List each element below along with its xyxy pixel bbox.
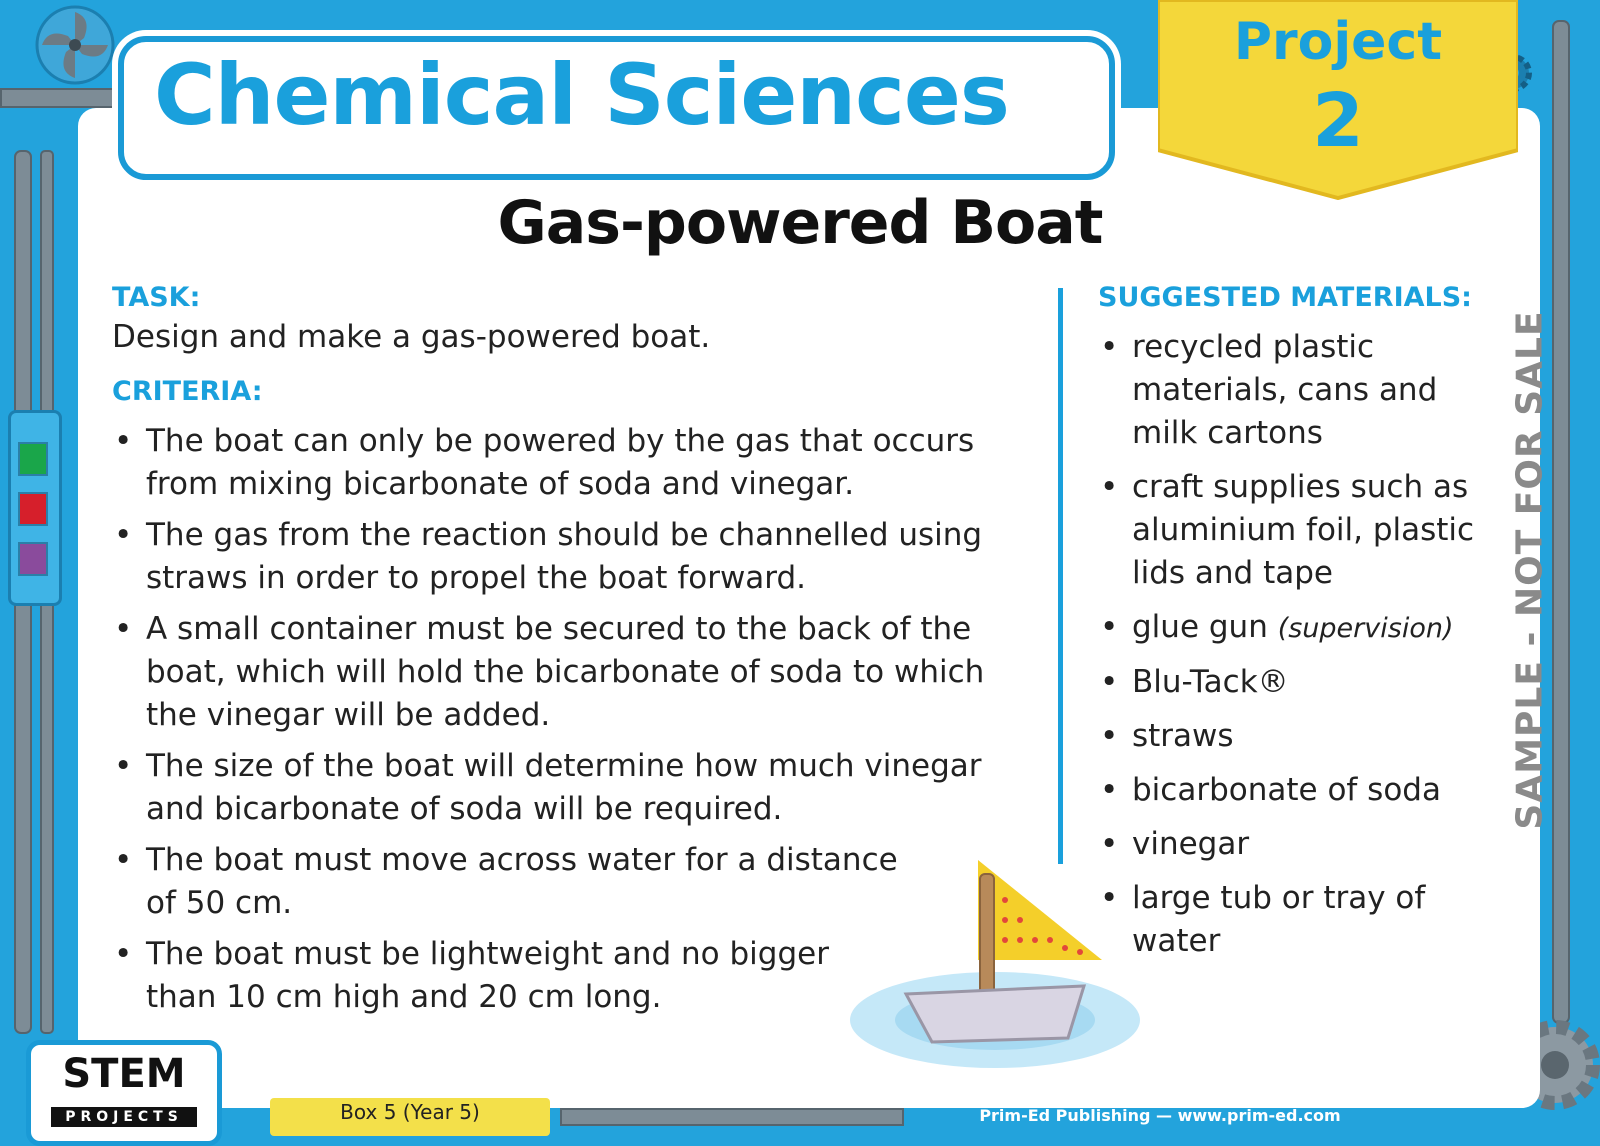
material-item: • craft supplies such as aluminium foil, plastic lids and tape (1098, 466, 1488, 595)
criteria-item: • The boat must move across water for a distance of 50 cm. (112, 839, 926, 925)
box-label: Box 5 (Year 5) (340, 1100, 480, 1124)
column-divider (1058, 288, 1063, 864)
task-text: Design and make a gas-powered boat. (112, 319, 711, 355)
criteria-item: • The size of the boat will determine how much vinegar and bicarbonate of soda will be required. (112, 745, 1016, 831)
project-label: Project (1233, 12, 1443, 72)
bottom-pipe-horizontal (560, 1108, 904, 1126)
title-banner (118, 36, 1115, 180)
material-item-text: glue gun (1132, 609, 1268, 645)
material-item: • vinegar (1098, 823, 1488, 866)
red-indicator (18, 492, 48, 526)
green-indicator (18, 442, 48, 476)
materials-list (1098, 326, 1488, 974)
project-subtitle: Gas-powered Boat (497, 188, 1103, 258)
sample-watermark: SAMPLE - NOT FOR SALE (1509, 310, 1551, 830)
logo-main-text: STEM (62, 1051, 186, 1097)
material-item: • recycled plastic materials, cans and milk cartons (1098, 326, 1452, 455)
publisher-credit: Prim-Ed Publishing — www.prim-ed.com (979, 1106, 1341, 1125)
criteria-item: • The gas from the reaction should be channelled using straws in order to propel the boat forward. (112, 514, 1006, 600)
materials-heading: SUGGESTED MATERIALS: (1098, 282, 1472, 313)
supervision-note: (supervision) (1277, 613, 1454, 644)
boat-illustration (830, 860, 1150, 1080)
right-pipe-vertical (1552, 20, 1570, 1024)
material-item: • large tub or tray of water (1098, 877, 1452, 963)
task-heading: TASK: (112, 282, 201, 313)
criteria-heading: CRITERIA: (112, 376, 263, 407)
criteria-item: • The boat can only be powered by the gas that occurs from mixing bicarbonate of soda and vinegar. (112, 420, 996, 506)
project-number: 2 (1312, 78, 1364, 164)
material-item: • Blu-Tack® (1098, 661, 1488, 704)
fan-icon (34, 4, 116, 86)
top-pipe-horizontal (0, 88, 124, 108)
material-item: • straws (1098, 715, 1488, 758)
material-item: • bicarbonate of soda (1098, 769, 1488, 812)
criteria-item: • A small container must be secured to the back of the boat, which will hold the bicarbonate of soda to which the vinegar will be added. (112, 608, 1026, 737)
stem-logo (26, 1040, 222, 1146)
page-title: Chemical Sciences (154, 46, 1009, 144)
purple-indicator (18, 542, 48, 576)
logo-sub-text: PROJECTS (51, 1107, 197, 1127)
criteria-item: • The boat must be lightweight and no bigger than 10 cm high and 20 cm long. (112, 933, 866, 1019)
material-item (1098, 606, 1488, 650)
